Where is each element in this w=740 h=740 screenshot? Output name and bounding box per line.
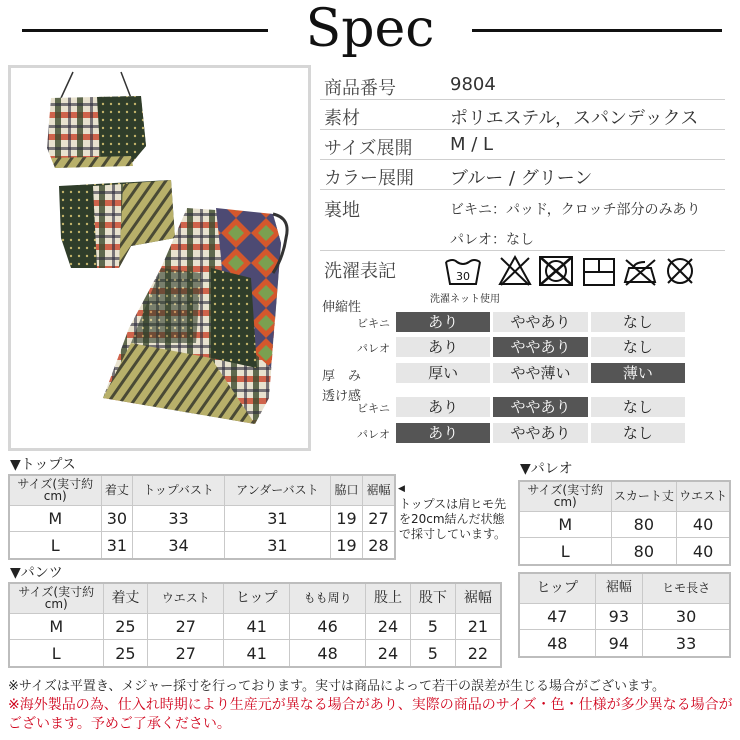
divider	[320, 159, 725, 160]
rating-cell: あり	[396, 397, 490, 417]
rating-cell: なし	[591, 397, 685, 417]
table-cell: 80	[611, 511, 677, 538]
table-cell: 24	[366, 640, 411, 667]
spec-header	[0, 0, 740, 58]
pareo-size-table-2	[518, 572, 731, 658]
spec-value-sizes: M / L	[450, 134, 494, 155]
pants-title: ▼パンツ	[10, 565, 63, 581]
rating-cell: なし	[591, 312, 685, 332]
rating-cell: なし	[591, 337, 685, 357]
table-cell: 27	[148, 613, 224, 640]
table-cell: 46	[290, 613, 366, 640]
spec-label-lining: 裏地	[324, 200, 360, 221]
table-cell: 48	[290, 640, 366, 667]
thickness-label: 厚 み	[322, 369, 362, 384]
rating-cell: あり	[396, 312, 490, 332]
transparency-sub-bikini: ビキニ	[357, 402, 390, 415]
no-dryclean-icon	[663, 254, 697, 288]
transparency-bikini-scale	[396, 397, 685, 417]
spec-value-colors: ブルー / グリーン	[450, 168, 593, 189]
table-cell: 24	[366, 613, 411, 640]
care-icons	[443, 254, 703, 290]
table-cell: 5	[410, 613, 455, 640]
table-cell: M	[9, 613, 103, 640]
table-cell: M	[519, 511, 611, 538]
table-cell: 47	[519, 603, 595, 630]
table-header: ウエスト	[677, 481, 730, 511]
table-header: 股下	[410, 583, 455, 613]
table-header: アンダーバスト	[224, 475, 330, 505]
tops-size-table	[8, 474, 396, 560]
table-cell: 25	[103, 640, 148, 667]
table-header: サイズ(実寸約cm)	[519, 481, 611, 511]
pareo-title: ▼パレオ	[520, 461, 573, 477]
table-row	[519, 511, 730, 538]
table-cell: 40	[677, 511, 730, 538]
table-header: ヒモ長さ	[643, 573, 730, 603]
table-cell: 21	[455, 613, 501, 640]
table-cell: 25	[103, 613, 148, 640]
rating-cell: 厚い	[396, 363, 490, 383]
table-cell: 5	[410, 640, 455, 667]
table-cell: 31	[224, 505, 330, 532]
tops-note: トップスは肩ヒモ先を20cm結んだ状態で採寸しています。	[399, 497, 507, 541]
table-row	[519, 603, 730, 630]
table-header: サイズ(実寸約cm)	[9, 583, 103, 613]
table-cell: 19	[331, 505, 363, 532]
table-header: 着丈	[103, 583, 148, 613]
stretch-sub-bikini: ビキニ	[357, 317, 390, 330]
rating-cell: あり	[396, 423, 490, 443]
table-cell: 40	[677, 538, 730, 565]
pareo-size-table	[518, 480, 731, 566]
no-iron-icon	[621, 254, 659, 288]
table-cell: 19	[331, 532, 363, 559]
stretch-label: 伸縮性	[322, 300, 362, 315]
footer-warning: ※海外製品の為、仕入れ時期により生産元が異なる場合があり、実際の商品のサイズ・色・仕様が多少異なる場合がございます。予めご了承ください。	[8, 697, 733, 732]
spec-label-sizes: サイズ展開	[324, 138, 413, 159]
table-cell: 93	[595, 603, 643, 630]
rating-cell: ややあり	[493, 397, 587, 417]
table-row	[9, 640, 501, 667]
spec-label-care: 洗濯表記	[324, 261, 396, 282]
table-header: スカート丈	[611, 481, 677, 511]
note-pointer-icon: ◀	[398, 484, 405, 494]
stretch-pareo-scale	[396, 337, 685, 357]
spec-value-lining-pareo: パレオ：なし	[450, 232, 534, 248]
wash-30-icon	[443, 254, 483, 288]
line-dry-icon	[581, 254, 617, 288]
table-cell: L	[9, 640, 103, 667]
table-cell: L	[519, 538, 611, 565]
divider	[320, 99, 725, 100]
table-cell: 31	[101, 532, 133, 559]
table-header: もも周り	[290, 583, 366, 613]
no-bleach-icon	[497, 254, 533, 288]
table-cell: 22	[455, 640, 501, 667]
table-cell: 41	[224, 613, 290, 640]
transparency-sub-pareo: パレオ	[357, 428, 390, 441]
rating-cell: 薄い	[591, 363, 685, 383]
rating-cell: ややあり	[493, 337, 587, 357]
table-cell: 27	[148, 640, 224, 667]
table-row	[9, 532, 395, 559]
spec-value-lining-bikini: ビキニ：パッド，クロッチ部分のみあり	[450, 202, 701, 218]
table-header: 裾幅	[362, 475, 395, 505]
table-header: トップバスト	[133, 475, 224, 505]
bikini-pareo-illustration	[11, 68, 308, 448]
table-header: 裾幅	[595, 573, 643, 603]
table-row	[519, 630, 730, 657]
table-row	[9, 613, 501, 640]
stretch-sub-pareo: パレオ	[357, 342, 390, 355]
rating-cell: ややあり	[493, 423, 587, 443]
transparency-label: 透け感	[322, 389, 362, 404]
footer-note: ※サイズは平置き、メジャー採寸を行っております。実寸は商品によって若干の誤差が生じる場合がございます。	[8, 679, 665, 694]
spec-label-colors: カラー展開	[324, 168, 414, 189]
title-rule-left	[22, 29, 268, 32]
table-cell: 28	[362, 532, 395, 559]
table-row	[519, 538, 730, 565]
thickness-scale	[396, 363, 685, 383]
divider	[320, 250, 725, 251]
title-rule-right	[472, 29, 722, 32]
table-header: サイズ(実寸約cm)	[9, 475, 101, 505]
table-cell: 31	[224, 532, 330, 559]
tops-title: ▼トップス	[10, 457, 76, 473]
table-row	[9, 505, 395, 532]
table-header: 裾幅	[455, 583, 501, 613]
table-header: 股上	[366, 583, 411, 613]
pants-size-table	[8, 582, 502, 668]
stretch-bikini-scale	[396, 312, 685, 332]
table-cell: M	[9, 505, 101, 532]
table-cell: 30	[643, 603, 730, 630]
table-cell: 34	[133, 532, 224, 559]
table-header: ウエスト	[148, 583, 224, 613]
table-header: ヒップ	[224, 583, 290, 613]
product-photo	[8, 65, 311, 451]
table-header: 脇口	[331, 475, 363, 505]
rating-cell: なし	[591, 423, 685, 443]
divider	[320, 129, 725, 130]
svg-text:30: 30	[456, 270, 470, 283]
table-header: ヒップ	[519, 573, 595, 603]
spec-value-product-no: 9804	[450, 74, 496, 95]
table-cell: 80	[611, 538, 677, 565]
table-cell: 33	[133, 505, 224, 532]
care-note: 洗濯ネット使用	[430, 294, 500, 305]
table-header: 着丈	[101, 475, 133, 505]
table-cell: L	[9, 532, 101, 559]
rating-cell: やや薄い	[493, 363, 587, 383]
no-tumble-dry-icon	[537, 254, 575, 288]
rating-cell: あり	[396, 337, 490, 357]
spec-value-material: ポリエステル，スパンデックス	[450, 108, 699, 129]
table-cell: 33	[643, 630, 730, 657]
table-cell: 30	[101, 505, 133, 532]
divider	[320, 189, 725, 190]
table-cell: 94	[595, 630, 643, 657]
rating-cell: ややあり	[493, 312, 587, 332]
table-cell: 27	[362, 505, 395, 532]
spec-label-material: 素材	[324, 108, 360, 129]
table-cell: 41	[224, 640, 290, 667]
page-title: Spec	[305, 0, 435, 59]
spec-label-product-no: 商品番号	[324, 78, 396, 99]
transparency-pareo-scale	[396, 423, 685, 443]
table-cell: 48	[519, 630, 595, 657]
